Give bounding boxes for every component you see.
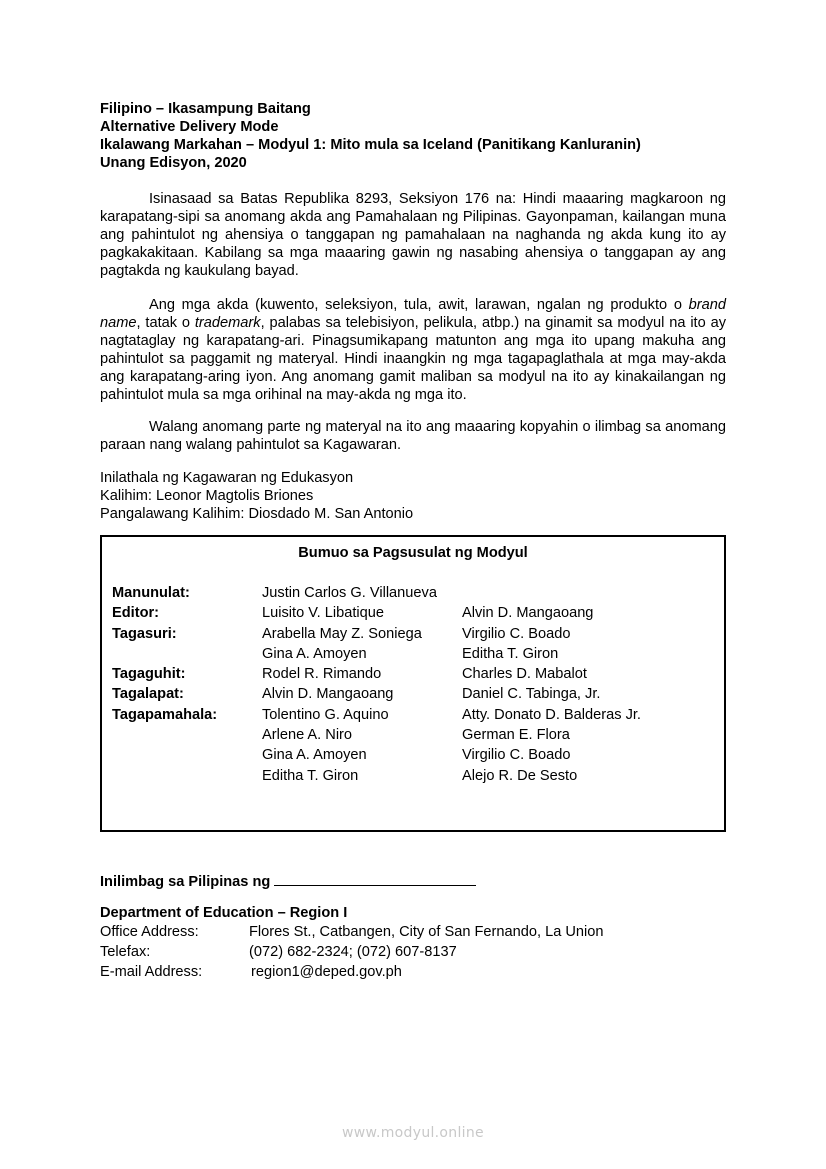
document-header bbox=[100, 100, 641, 172]
office-address-row: Office Address: Flores St., Catbangen, City of San Fernando, La Union bbox=[100, 924, 604, 940]
copyright-paragraph-2: Ang mga akda (kuwento, seleksiyon, tula, awit, larawan, ngalan ng produkto o brand name, tatak o trademark, palabas sa telebisiyon, pelikula, atbp.) na ginamit sa modyul na ito ay nagtataglay ng karapatang-ari. Pinagsumikapang matunton ang mga ito upang makuha ang pahintulot sa paggamit ng materyal. Hindi inaangkin ng mga tagapaglathala at mga may-akda ang karapatang-aring iyon. Ang anomang gamit maliban sa modyul na ito ay kinakailangan ng pahintulot mula sa mga orihinal na may-akda ng mga ito. bbox=[100, 297, 726, 403]
printer-blank-line bbox=[274, 871, 476, 886]
copyright-paragraph-3: Walang anomang parte ng materyal na ito ang maaaring kopyahin o ilimbag sa anomang paraan nang walang pahintulot sa Kagawaran. bbox=[100, 419, 726, 453]
deped-region-title: Department of Education – Region I bbox=[100, 905, 348, 921]
undersecretary-line: Pangalawang Kalihim: Diosdado M. San Antonio bbox=[100, 506, 414, 522]
credits-title: Bumuo sa Pagsusulat ng Modyul bbox=[298, 545, 528, 561]
module-title: Ikalawang Markahan – Modyul 1: Mito mula sa Iceland (Panitikang Kanluranin) bbox=[100, 137, 641, 153]
delivery-mode: Alternative Delivery Mode bbox=[100, 119, 279, 135]
telefax-row: Telefax: (072) 682-2324; (072) 607-8137 bbox=[100, 944, 457, 960]
publisher-line: Inilathala ng Kagawaran ng Edukasyon bbox=[100, 470, 354, 486]
deped-contact bbox=[100, 904, 604, 982]
publisher-info bbox=[100, 469, 413, 523]
email-row: E-mail Address: region1@deped.gov.ph bbox=[100, 964, 402, 980]
credits-box: Bumuo sa Pagsusulat ng Modyul Manunulat: Justin Carlos G. Villanueva Editor: Luisito V. Libatique Alvin D. Mangaoang Tagasuri: Arabella May Z. Soniega Virgilio C. Boado Gina A. Amoyen Editha T. Giron Tagaguhit: Rodel R. Rimando Charles D. Mabalot Tagalapat: Alvin D. Mangaoang Daniel C. Tabinga, Jr. Tagapamahala: Tolentino G. Aquino Atty. Donato D. Balderas Jr. Arlene A. Niro German E. Flora Gina A. Amoyen Virgilio C. Boado Editha T. Giron Alejo R. De Sesto bbox=[100, 535, 726, 832]
copyright-paragraph-1: Isinasaad sa Batas Republika 8293, Seksiyon 176 na: Hindi maaaring magkaroon ng karapatang-sipi sa anomang akda ang Pamahalaan ng Pilipinas. Gayonpaman, kailangan muna ang pahintulot ng ahensiya o tanggapan ng pamahalaan na naghanda ng akda kung ito ay pagkakakitaan. Kabilang sa mga maaaring gawin ng nasabing ahensiya o tanggapan ay ang pagtakda ng kaukulang bayad. bbox=[100, 191, 726, 279]
site-watermark: www.modyul.online bbox=[342, 1125, 484, 1141]
secretary-line: Kalihim: Leonor Magtolis Briones bbox=[100, 488, 314, 504]
subject-grade: Filipino – Ikasampung Baitang bbox=[100, 101, 311, 117]
edition: Unang Edisyon, 2020 bbox=[100, 155, 247, 171]
printed-in-line: Inilimbag sa Pilipinas ng bbox=[100, 871, 476, 891]
